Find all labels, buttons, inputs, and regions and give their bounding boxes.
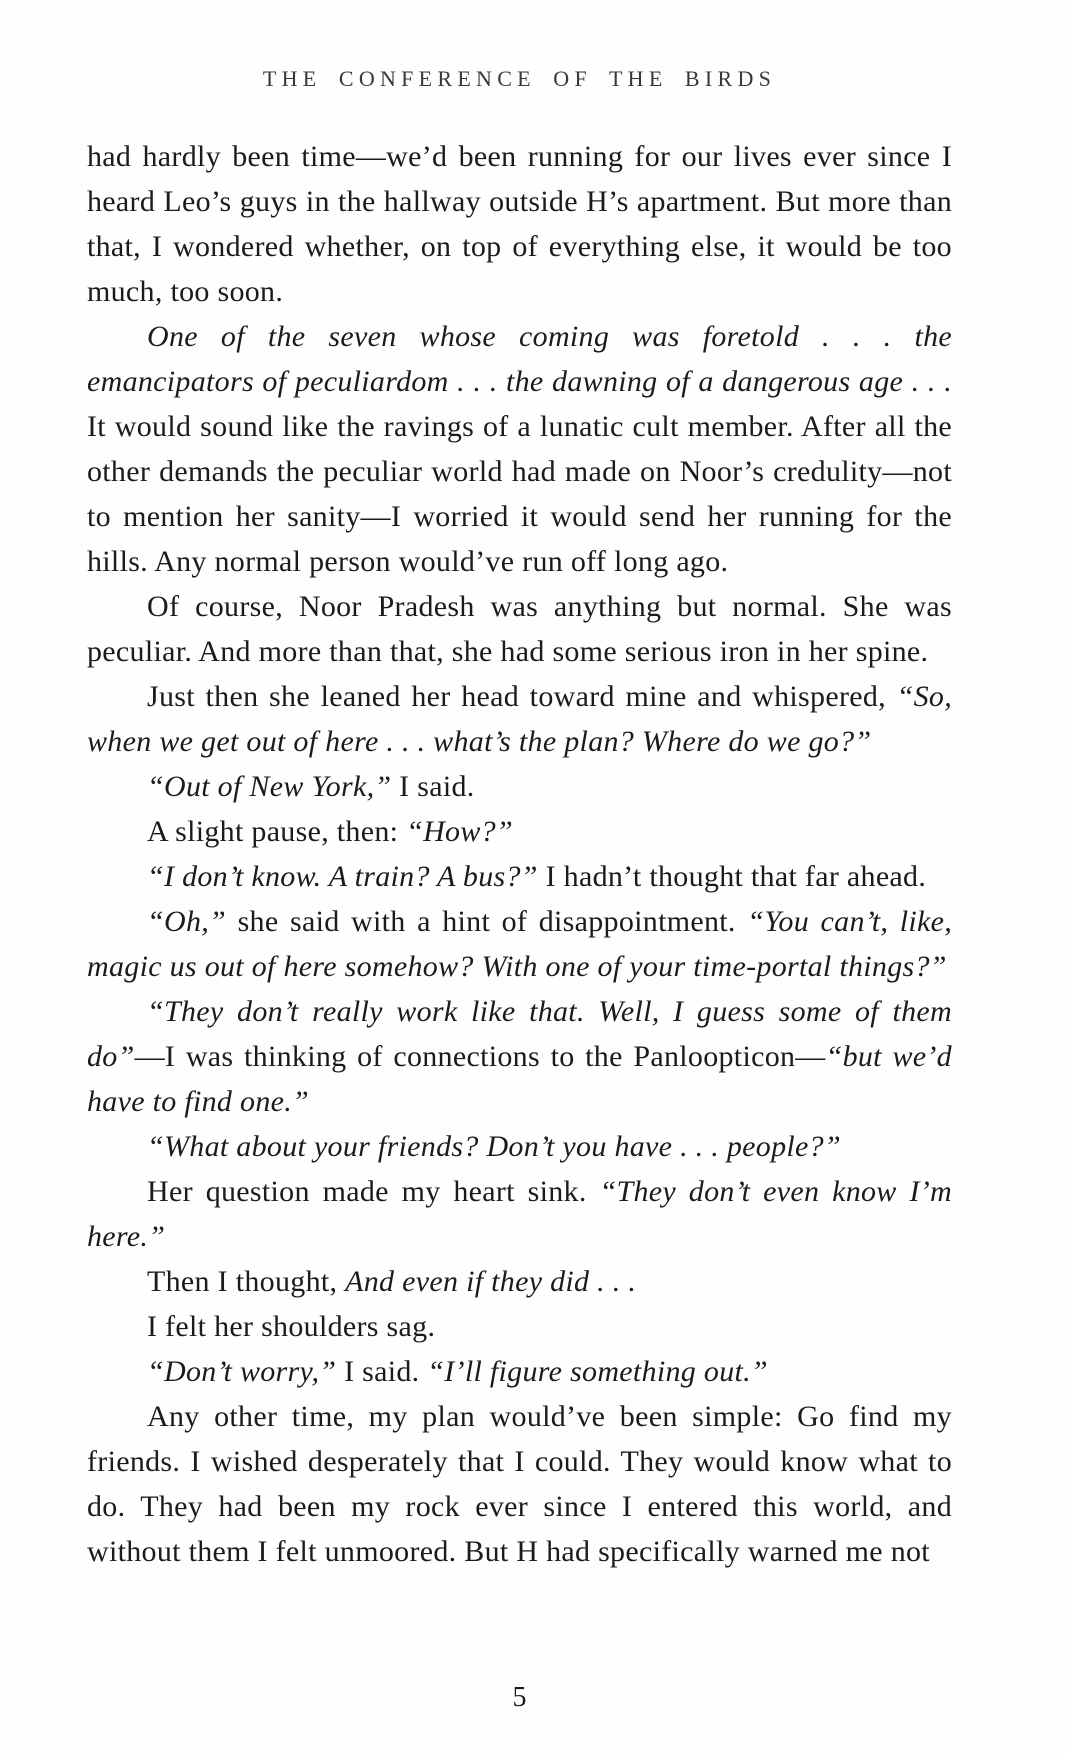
paragraph <box>87 1259 952 1304</box>
text-segment: Just then she leaned her head toward mine and whispered, <box>147 680 897 713</box>
paragraph <box>87 1349 952 1394</box>
paragraph <box>87 134 952 314</box>
paragraph <box>87 989 952 1124</box>
text-segment-italic: “You can’t, like, magic us out of here somehow? With one of your time-portal things?” <box>87 905 952 983</box>
paragraph <box>87 1169 952 1259</box>
text-segment: had hardly been time—we’d been running for our lives ever since I heard Leo’s guys in the hallway outside H’s apartment. But more than that, I wondered whether, on top of everything else, it would be too much, too soon. <box>87 140 952 308</box>
text-segment-italic: “How?” <box>406 815 513 848</box>
text-segment: I said. <box>391 770 475 803</box>
text-segment-italic: “but we’d have to find one.” <box>87 1040 952 1118</box>
text-segment-italic: One of the seven whose coming was foretold . . . the emancipators of peculiardom . . . the dawning of a dangerous age . . . <box>87 320 952 398</box>
text-segment-italic: “Out of New York,” <box>147 770 392 803</box>
paragraph <box>87 1124 952 1169</box>
text-segment: I felt her shoulders sag. <box>147 1310 436 1343</box>
text-segment: she said with a hint of disappointment. <box>226 905 748 938</box>
text-segment-italic: “I don’t know. A train? A bus?” <box>147 860 538 893</box>
text-segment-italic: And even if they did . . . <box>345 1265 637 1298</box>
paragraph <box>87 854 952 899</box>
text-segment: Of course, Noor Pradesh was anything but normal. She was peculiar. And more than that, she had some serious iron in her spine. <box>87 590 952 668</box>
text-segment-italic: “I’ll figure something out.” <box>427 1355 768 1388</box>
text-segment-italic: “Don’t worry,” <box>147 1355 337 1388</box>
paragraph <box>87 314 952 584</box>
text-segment-italic: “Oh,” <box>147 905 227 938</box>
text-segment: —I was thinking of connections to the Panloopticon— <box>134 1040 826 1073</box>
paragraph <box>87 1394 952 1574</box>
text-segment: It would sound like the ravings of a lunatic cult member. After all the other demands the peculiar world had made on Noor’s credulity—not to mention her sanity—I worried it would send her running for the hills. Any normal person would’ve run off long ago. <box>87 410 952 578</box>
paragraph <box>87 584 952 674</box>
text-segment-italic: “They don’t even know I’m here.” <box>87 1175 952 1253</box>
text-segment-italic: “What about your friends? Don’t you have . . . people?” <box>147 1130 841 1163</box>
paragraph <box>87 809 952 854</box>
text-segment: A slight pause, then: <box>147 815 407 848</box>
text-segment-italic: “So, when we get out of here . . . what’s the plan? Where do we go?” <box>87 680 952 758</box>
running-head: THE CONFERENCE OF THE BIRDS <box>262 66 777 91</box>
paragraph <box>87 674 952 764</box>
text-segment: Then I thought, <box>147 1265 346 1298</box>
paragraph <box>87 899 952 989</box>
page-number: 5 <box>512 1682 527 1713</box>
text-segment-italic: “They don’t really work like that. Well, I guess some of them do” <box>87 995 952 1073</box>
text-segment: I hadn’t thought that far ahead. <box>537 860 927 893</box>
text-segment: Her question made my heart sink. <box>147 1175 600 1208</box>
text-segment: Any other time, my plan would’ve been simple: Go find my friends. I wished desperately that I could. They would know what to do. They had been my rock ever since I entered this world, and without them I felt unmoored. But H had specifically warned me not <box>87 1400 952 1568</box>
paragraph <box>87 764 952 809</box>
page-body <box>87 134 952 1574</box>
text-segment: I said. <box>336 1355 428 1388</box>
paragraph <box>87 1304 952 1349</box>
